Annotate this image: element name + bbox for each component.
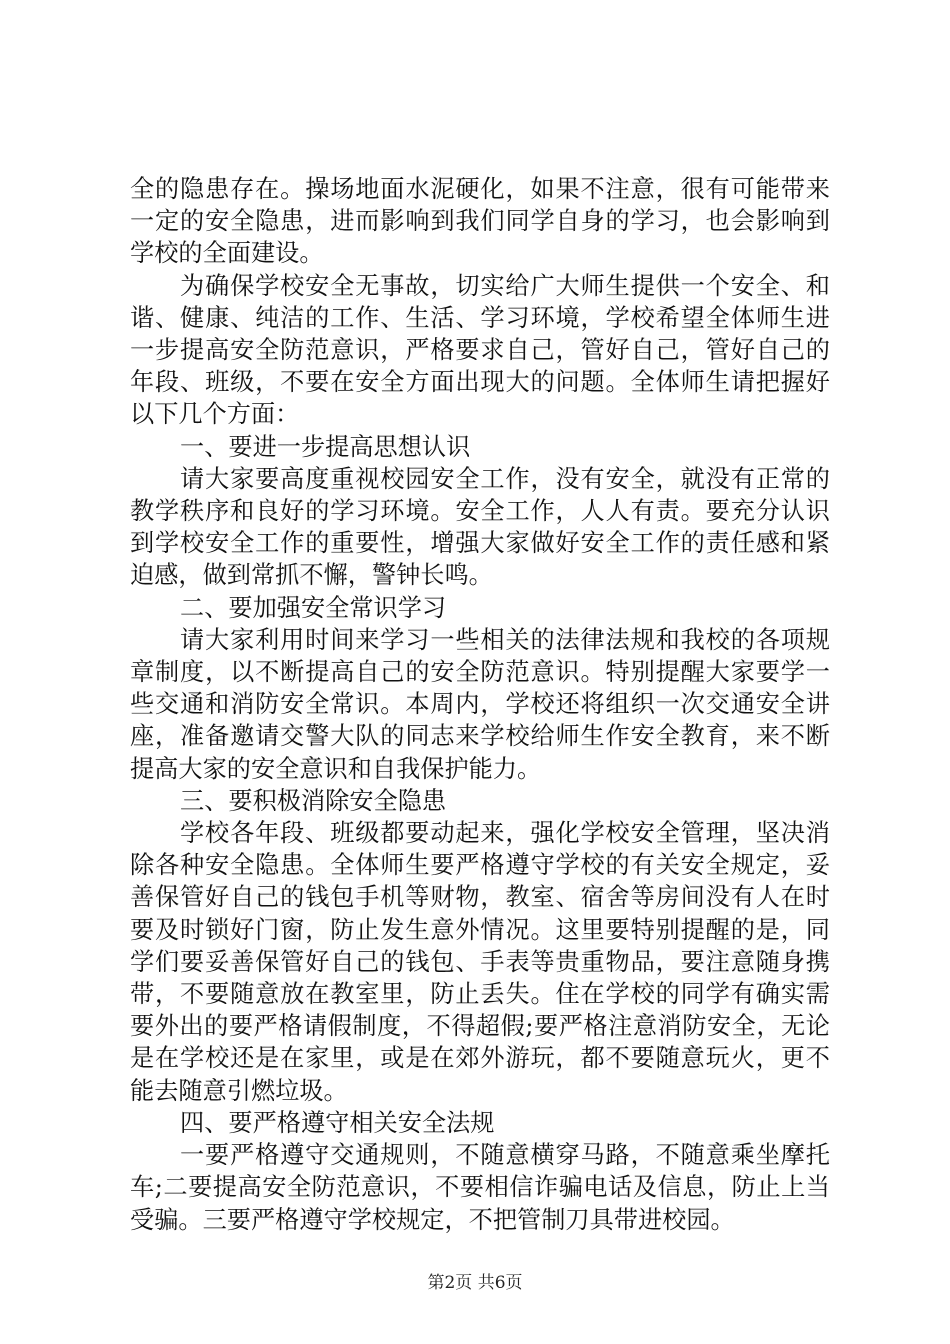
document-body — [130, 173, 830, 1236]
paragraph-section-2: 请大家利用时间来学习一些相关的法律法规和我校的各项规章制度，以不断提高自己的安全防范意识。特别提醒大家要学一些交通和消防安全常识。本周内，学校还将组织一次交通安全讲座，准备邀请交警大队的同志来学校给师生作安全教育，来不断提高大家的安全意识和自我保护能力。 — [130, 625, 830, 783]
paragraph-continuation: 全的隐患存在。操场地面水泥硬化，如果不注意，很有可能带来一定的安全隐患，进而影响到我们同学自身的学习，也会影响到学校的全面建设。 — [130, 175, 830, 268]
paragraph-section-1: 请大家要高度重视校园安全工作，没有安全，就没有正常的教学秩序和良好的学习环境。安全工作，人人有责。要充分认识到学校安全工作的重要性，增强大家做好安全工作的责任感和紧迫感，做到常抓不懈，警钟长鸣。 — [130, 464, 830, 590]
section-heading-2: 二、要加强安全常识学习 — [180, 593, 447, 622]
paragraph-section-4: 一要严格遵守交通规则，不随意横穿马路，不随意乘坐摩托车;二要提高安全防范意识，不要相信诈骗电话及信息，防止上当受骗。三要严格遵守学校规定，不把管制刀具带进校园。 — [130, 1141, 830, 1234]
paragraph-intro: 为确保学校安全无事故，切实给广大师生提供一个安全、和谐、健康、纯洁的工作、生活、学习环境，学校希望全体师生进一步提高安全防范意识，严格要求自己，管好自己，管好自己的年段、班级，不要在安全方面出现大的问题。全体师生请把握好以下几个方面： — [130, 271, 830, 429]
paragraph-section-3: 学校各年段、班级都要动起来，强化学校安全管理，坚决消除各种安全隐患。全体师生要严格遵守学校的有关安全规定，妥善保管好自己的钱包手机等财物，教室、宿舍等房间没有人在时要及时锁好门窗，防止发生意外情况。这里要特别提醒的是，同学们要妥善保管好自己的钱包、手表等贵重物品，要注意随身携带，不要随意放在教室里，防止丢失。住在学校的同学有确实需要外出的要严格请假制度，不得超假;要严格注意消防安全，无论是在学校还是在家里，或是在郊外游玩，都不要随意玩火，更不能去随意引燃垃圾。 — [130, 819, 830, 1105]
page-number-footer: 第2页 共6页 — [427, 1273, 523, 1293]
section-heading-1: 一、要进一步提高思想认识 — [180, 432, 471, 461]
section-heading-3: 三、要积极消除安全隐患 — [180, 786, 447, 815]
section-heading-4: 四、要严格遵守相关安全法规 — [180, 1108, 495, 1137]
